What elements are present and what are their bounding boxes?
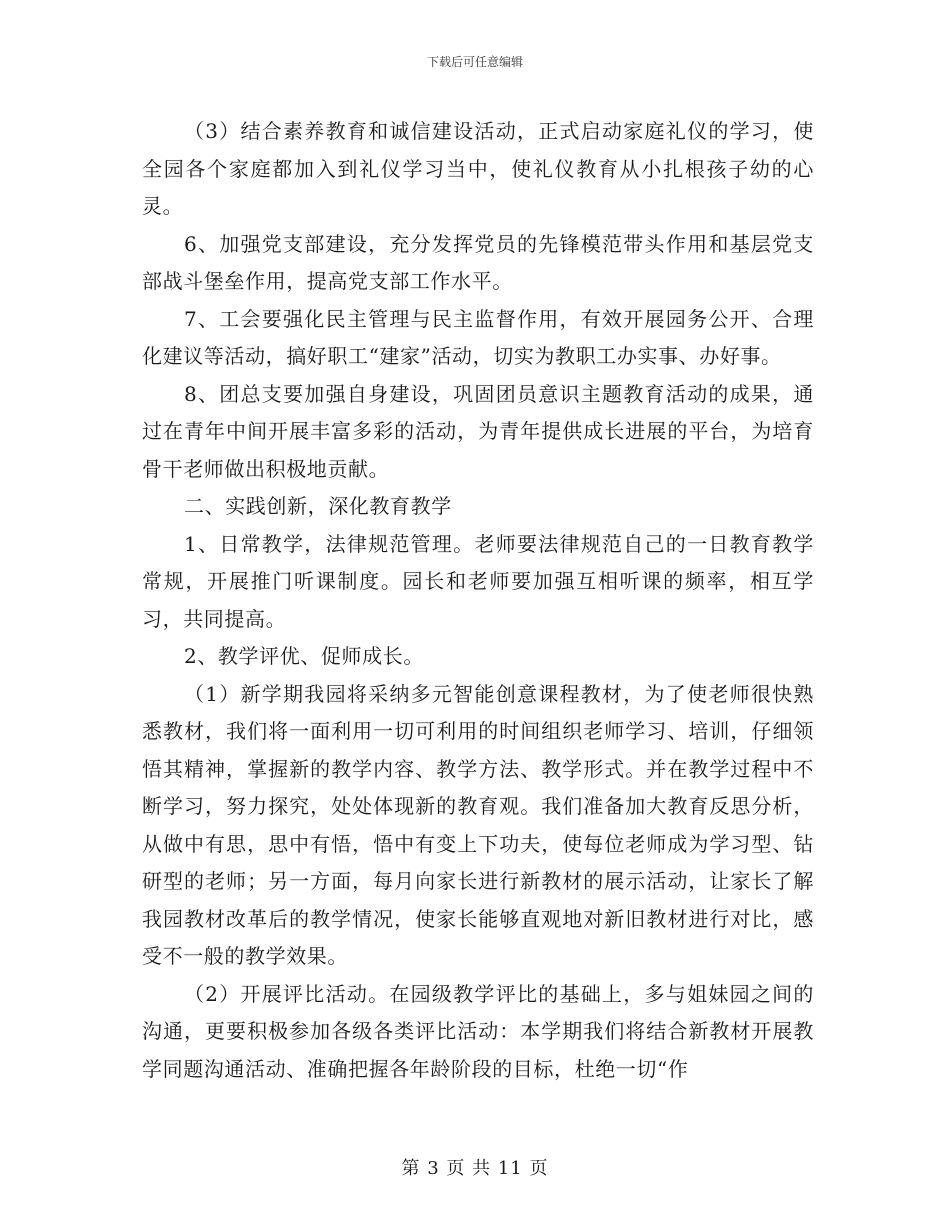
document-body xyxy=(142,113,814,1088)
paragraph-new-curriculum: （1）新学期我园将采纳多元智能创意课程教材，为了使老师很快熟悉教材，我们将一面利用一切可利用的时间组织老师学习、培训，仔细领悟其精神，掌握新的教学内容、教学方法、教学形式。并在教学过程中不断学习，努力探究，处处体现新的教育观。我们准备加大教育反思分析，从做中有思，思中有悟，悟中有变上下功夫，使每位老师成为学习型、钻研型的老师；另一方面，每月向家长进行新教材的展示活动，让家长了解我园教材改革后的教学情况，使家长能够直观地对新旧教材进行对比，感受不一般的教学效果。 xyxy=(142,681,814,968)
section-heading-practice-innovation: 二、实践创新，深化教育教学 xyxy=(184,494,452,518)
paragraph-youth-league: 8、团总支要加强自身建设，巩固团员意识主题教育活动的成果，通过在青年中间开展丰富多彩的活动，为青年提供成长进展的平台，为培育骨干老师做出积极地贡献。 xyxy=(142,381,814,481)
paragraph-evaluation-activities: （2）开展评比活动。在园级教学评比的基础上，多与姐妹园之间的沟通，更要积极参加各级各类评比活动：本学期我们将结合新教材开展教学同题沟通活动、准确把握各年龄阶段的目标，杜绝一切“作 xyxy=(142,981,814,1081)
paragraph-labor-union: 7、工会要强化民主管理与民主监督作用，有效开展园务公开、合理化建议等活动，搞好职工“建家”活动，切实为教职工办实事、办好事。 xyxy=(142,306,814,368)
paragraph-party-branch: 6、加强党支部建设，充分发挥党员的先锋模范带头作用和基层党支部战斗堡垒作用，提高党支部工作水平。 xyxy=(142,231,814,293)
paragraph-family-etiquette: （3）结合素养教育和诚信建设活动，正式启动家庭礼仪的学习，使全园各个家庭都加入到礼仪学习当中，使礼仪教育从小扎根孩子幼的心灵。 xyxy=(142,119,814,218)
page-number: 第 3 页 共 11 页 xyxy=(401,1158,549,1179)
page-header-note: 下载后可任意编辑 xyxy=(426,55,523,69)
paragraph-daily-teaching: 1、日常教学，法律规范管理。老师要法律规范自己的一日教育教学常规，开展推门听课制度。园长和老师要加强互相听课的频率，相互学习，共同提高。 xyxy=(142,531,814,631)
paragraph-teaching-evaluation: 2、教学评优、促师成长。 xyxy=(184,644,424,668)
